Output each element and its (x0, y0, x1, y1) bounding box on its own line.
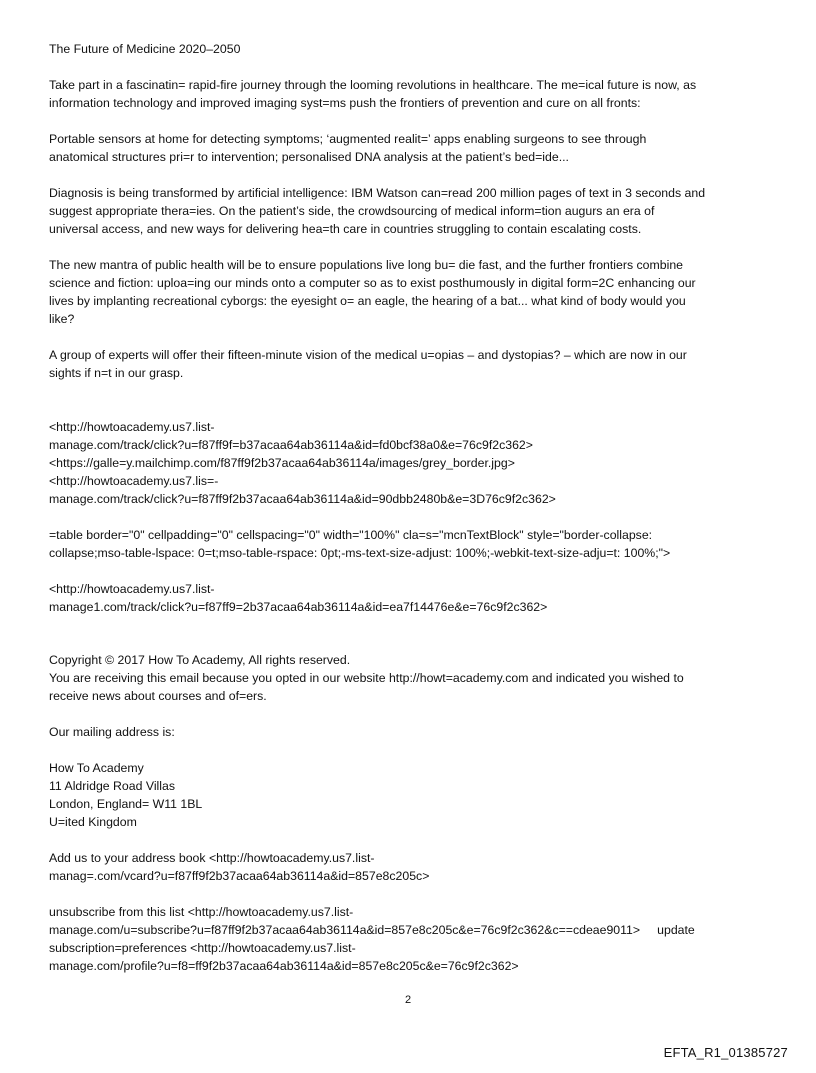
copyright-block (49, 651, 774, 705)
text-line: anatomical structures pri=r to intervention; personalised DNA analysis at the patient’s bed=ide... (49, 150, 569, 164)
text-line: lives by implanting recreational cyborgs: the eyesight o= an eagle, the hearing of a bat... what kind of body would you (49, 294, 686, 308)
text-line: Portable sensors at home for detecting symptoms; ‘augmented realit=’ apps enabling surgeons to see through (49, 132, 647, 146)
link-line: manage1.com/track/click?u=f87ff9=2b37acaa64ab36114a&id=ea7f14476e&e=76c9f2c362> (49, 600, 548, 614)
page-number: 2 (404, 994, 412, 1006)
text-line: You are receiving this email because you opted in our website http://howt=academy.com and indicated you wished to (49, 671, 684, 685)
link-line: <http://howtoacademy.us7.list- (49, 582, 215, 596)
text-line: subscription=preferences <http://howtoacademy.us7.list- (49, 941, 356, 955)
text-line: unsubscribe from this list <http://howtoacademy.us7.list- (49, 905, 354, 919)
text-line: A group of experts will offer their fifteen-minute vision of the medical u=opias – and dystopias? – which are now in our (49, 348, 687, 362)
link-line: <http://howtoacademy.us7.lis=- (49, 474, 219, 488)
text-line: manage.com/u=subscribe?u=f87ff9f2b37acaa64ab36114a&id=857e8c205c&e=76c9f2c362&c==cdeae9011> update (49, 923, 695, 937)
paragraph-public-health (49, 256, 774, 328)
link-line: <http://howtoacademy.us7.list- (49, 420, 215, 434)
table-code-block (49, 526, 774, 562)
document-title: The Future of Medicine 2020–2050 (49, 42, 241, 56)
links-block (49, 418, 774, 508)
link-line: <https://galle=y.mailchimp.com/f87ff9f2b37acaa64ab36114a/images/grey_border.jpg> (49, 456, 515, 470)
address-line: U=ited Kingdom (49, 815, 137, 829)
text-line: Add us to your address book <http://howtoacademy.us7.list- (49, 851, 375, 865)
address-line: How To Academy (49, 761, 144, 775)
mailing-label: Our mailing address is: (49, 725, 175, 739)
text-line: manage.com/profile?u=f8=ff9f2b37acaa64ab36114a&id=857e8c205c&e=76c9f2c362> (49, 959, 519, 973)
text-line: manag=.com/vcard?u=f87ff9f2b37acaa64ab36114a&id=857e8c205c> (49, 869, 430, 883)
address-line: 11 Aldridge Road Villas (49, 779, 176, 793)
text-line: Diagnosis is being transformed by artificial intelligence: IBM Watson can=read 200 million pages of text in 3 seconds and (49, 186, 706, 200)
address-block (49, 759, 774, 831)
unsubscribe-block (49, 903, 774, 975)
bates-number: EFTA_R1_01385727 (663, 1045, 788, 1060)
text-line: Take part in a fascinatin= rapid-fire journey through the looming revolutions in healthcare. The me=ical future is now, as (49, 78, 697, 92)
text-line: science and fiction: uploa=ing our minds onto a computer so as to exist posthumously in digital form=2C enhancing our (49, 276, 696, 290)
text-line: like? (49, 312, 75, 326)
link-line: manage.com/track/click?u=f87ff9f2b37acaa64ab36114a&id=90dbb2480b&e=3D76c9f2c362> (49, 492, 556, 506)
paragraph-experts (49, 346, 774, 382)
text-line: sights if n=t in our grasp. (49, 366, 184, 380)
code-line: collapse;mso-table-lspace: 0=t;mso-table-rspace: 0pt;-ms-text-size-adjust: 100%;-webkit-text-size-adju=t: 100%;"> (49, 546, 671, 560)
paragraph-sensors (49, 130, 774, 166)
text-line: receive news about courses and of=ers. (49, 689, 267, 703)
paragraph-diagnosis (49, 184, 774, 238)
text-line: suggest appropriate thera=ies. On the patient’s side, the crowdsourcing of medical inform=tion augurs an era of (49, 204, 655, 218)
text-line: universal access, and new ways for delivering hea=th care in countries struggling to contain escalating costs. (49, 222, 642, 236)
text-line: information technology and improved imaging syst=ms push the frontiers of prevention and cure on all fronts: (49, 96, 641, 110)
document-body (49, 40, 774, 975)
code-line: =table border="0" cellpadding="0" cellspacing="0" width="100%" cla=s="mcnTextBlock" style="border-collapse: (49, 528, 653, 542)
paragraph-intro (49, 76, 774, 112)
copyright-line: Copyright © 2017 How To Academy, All rights reserved. (49, 653, 351, 667)
text-line: The new mantra of public health will be to ensure populations live long bu= die fast, and the further frontiers combine (49, 258, 684, 272)
address-book-block (49, 849, 774, 885)
address-line: London, England= W11 1BL (49, 797, 203, 811)
link-block-2 (49, 580, 774, 616)
link-line: manage.com/track/click?u=f87ff9f=b37acaa64ab36114a&id=fd0bcf38a0&e=76c9f2c362> (49, 438, 533, 452)
